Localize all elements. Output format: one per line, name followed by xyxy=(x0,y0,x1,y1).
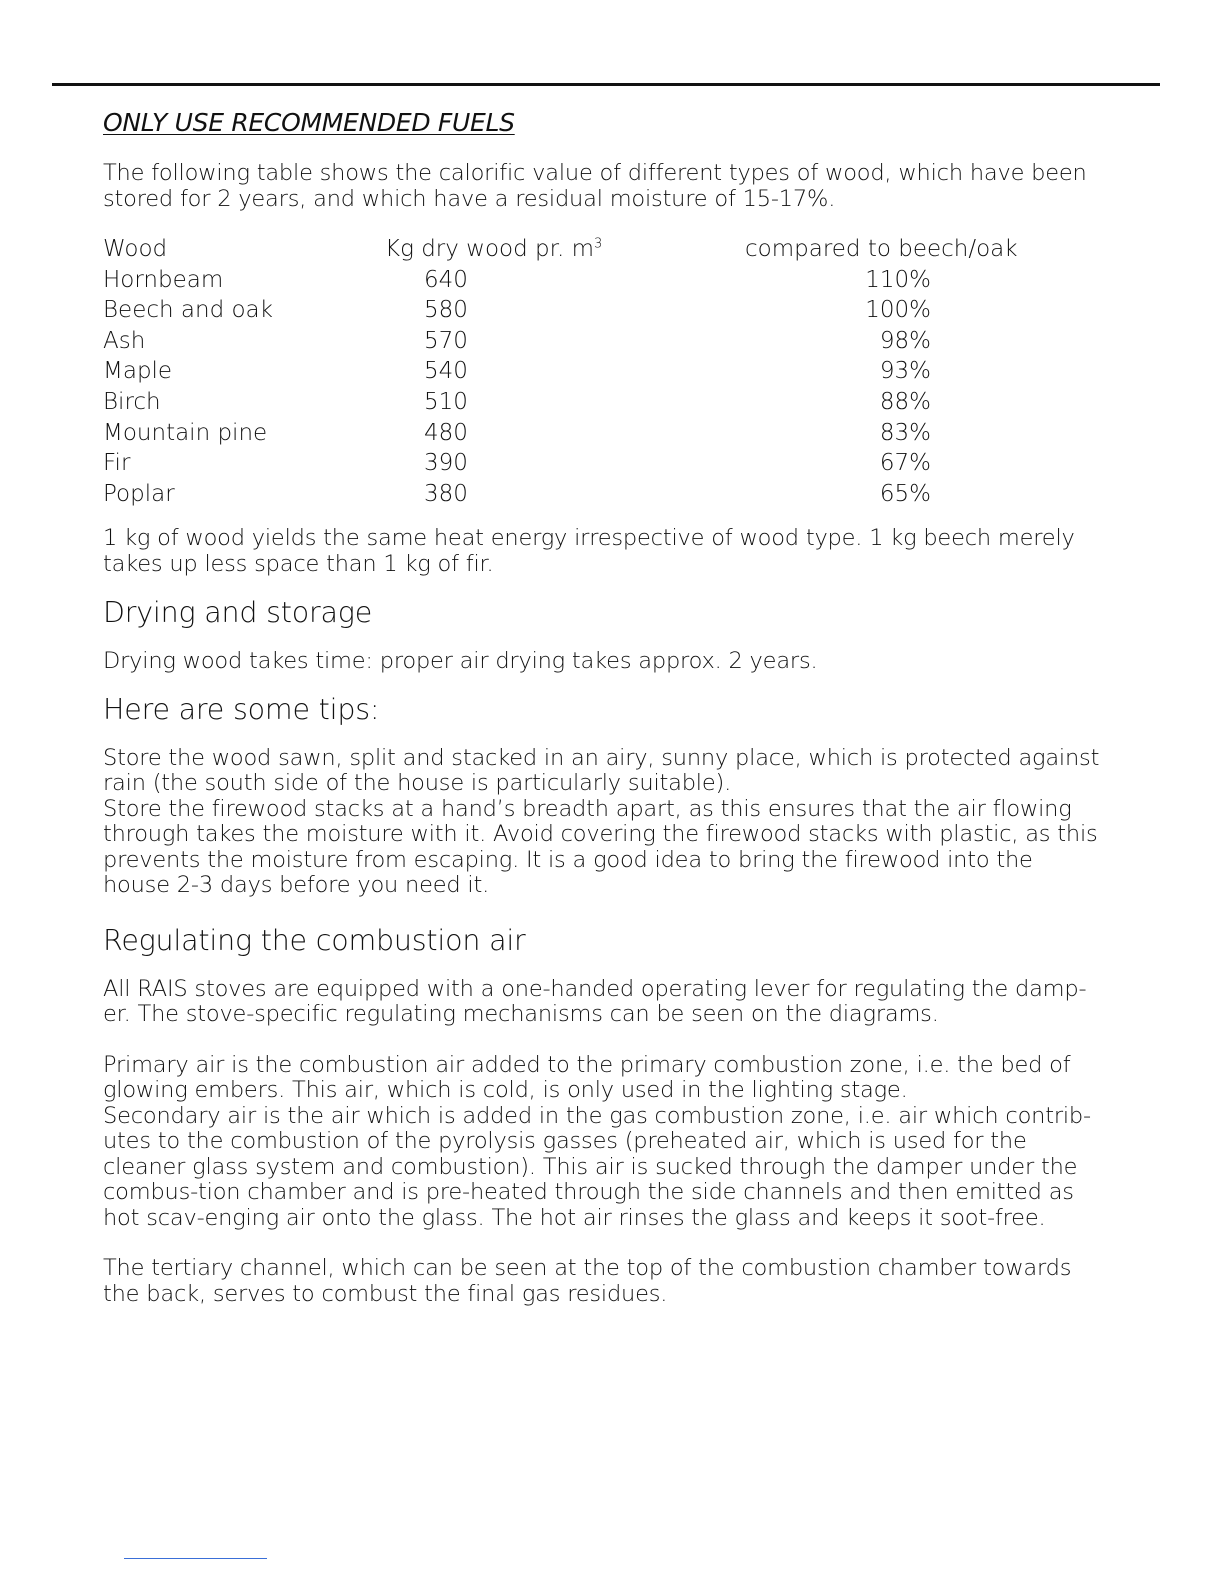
table-row xyxy=(103,328,1085,359)
section-heading: ONLY USE RECOMMENDED FUELS xyxy=(103,108,515,137)
table-row xyxy=(103,267,1085,298)
tertiary-channel-text: The tertiary channel, which can be seen at the top of the combustion chamber towards the back, serves to combust the final gas residues. xyxy=(103,1255,1072,1307)
wood-name: Fir xyxy=(103,450,131,477)
table-row xyxy=(103,389,1085,420)
tips-heading: Here are some tips: xyxy=(103,692,380,726)
wood-percent: 93% xyxy=(879,358,931,385)
table-row xyxy=(103,420,1085,451)
wood-kg: 540 xyxy=(424,358,468,385)
wood-kg: 510 xyxy=(424,388,468,415)
wood-kg: 380 xyxy=(424,480,468,507)
wood-kg: 390 xyxy=(424,450,468,477)
wood-name: Poplar xyxy=(103,480,175,507)
wood-name: Ash xyxy=(103,327,146,354)
intro-paragraph: The following table shows the calorific value of different types of wood, which have been stored for 2 years, and which have a residual moisture of 15-17%. xyxy=(103,160,1087,212)
secondary-air-text: Secondary air is the air which is added in the gas combustion zone, i.e. air which contrib-utes to the combustion of the pyrolysis gasses (preheated air, which is used for the cleaner glass system and combustion). This air is sucked through the damper under the combus-tion chamber and is pre-heated through the side channels and then emitted as hot scav-enging air onto the glass. The hot air rinses the glass and keeps it soot-free. xyxy=(103,1102,1091,1231)
table-row xyxy=(103,358,1085,389)
tips-text-2: Store the firewood stacks at a hand’s breadth apart, as this ensures that the air flowing through takes the moisture with it. Avoid covering the firewood stacks with plastic, as this prevents the moisture from escaping. It is a good idea to bring the firewood into the house 2-3 days before you need it. xyxy=(103,795,1098,899)
wood-table xyxy=(103,236,1085,511)
wood-kg: 570 xyxy=(424,327,468,354)
wood-name: Maple xyxy=(103,358,173,385)
column-header-compare: compared to beech/oak xyxy=(745,236,1018,262)
drying-text: Drying wood takes time: proper air drying takes approx. 2 years. xyxy=(103,648,818,675)
table-row xyxy=(103,297,1085,328)
drying-heading: Drying and storage xyxy=(103,596,373,630)
table-row xyxy=(103,481,1085,512)
wood-name: Birch xyxy=(103,388,161,415)
table-header-row xyxy=(103,236,1085,267)
tips-text-1: Store the wood sawn, split and stacked in an airy, sunny place, which is protected against rain (the south side of the house is particularly suitable). xyxy=(103,744,1100,797)
wood-name: Mountain pine xyxy=(103,419,268,446)
column-header-kg xyxy=(385,236,745,267)
wood-percent: 83% xyxy=(879,419,931,446)
column-header-kg-superscript: 3 xyxy=(594,236,603,252)
combustion-heading: Regulating the combustion air xyxy=(103,923,526,957)
energy-note: 1 kg of wood yields the same heat energy irrespective of wood type. 1 kg beech merely takes up less space than 1 kg of fir. xyxy=(103,525,1075,577)
primary-air-text: Primary air is the combustion air added to the primary combustion zone, i.e. the bed of glowing embers. This air, which is cold, is only used in the lighting stage. xyxy=(103,1051,1071,1104)
wood-percent: 100% xyxy=(865,297,931,324)
column-header-wood: Wood xyxy=(103,236,168,262)
wood-kg: 640 xyxy=(424,266,468,293)
wood-name: Beech and oak xyxy=(103,297,273,324)
wood-percent: 65% xyxy=(879,480,931,507)
wood-kg: 480 xyxy=(424,419,468,446)
wood-kg: 580 xyxy=(424,297,468,324)
top-rule xyxy=(52,83,1160,86)
combustion-paragraph-1: All RAIS stoves are equipped with a one-handed operating lever for regulating the damp-er. The stove-specific regulating mechanisms can be seen on the diagrams. xyxy=(103,975,1087,1028)
page-content xyxy=(103,108,1103,1307)
table-row xyxy=(103,450,1085,481)
wood-name: Hornbeam xyxy=(103,266,224,293)
wood-percent: 88% xyxy=(879,388,931,415)
column-header-kg-label: Kg dry wood pr. m xyxy=(385,236,595,262)
bottom-link-underline xyxy=(124,1558,267,1559)
wood-percent: 67% xyxy=(879,450,931,477)
wood-percent: 98% xyxy=(879,327,931,354)
wood-percent: 110% xyxy=(865,266,931,293)
